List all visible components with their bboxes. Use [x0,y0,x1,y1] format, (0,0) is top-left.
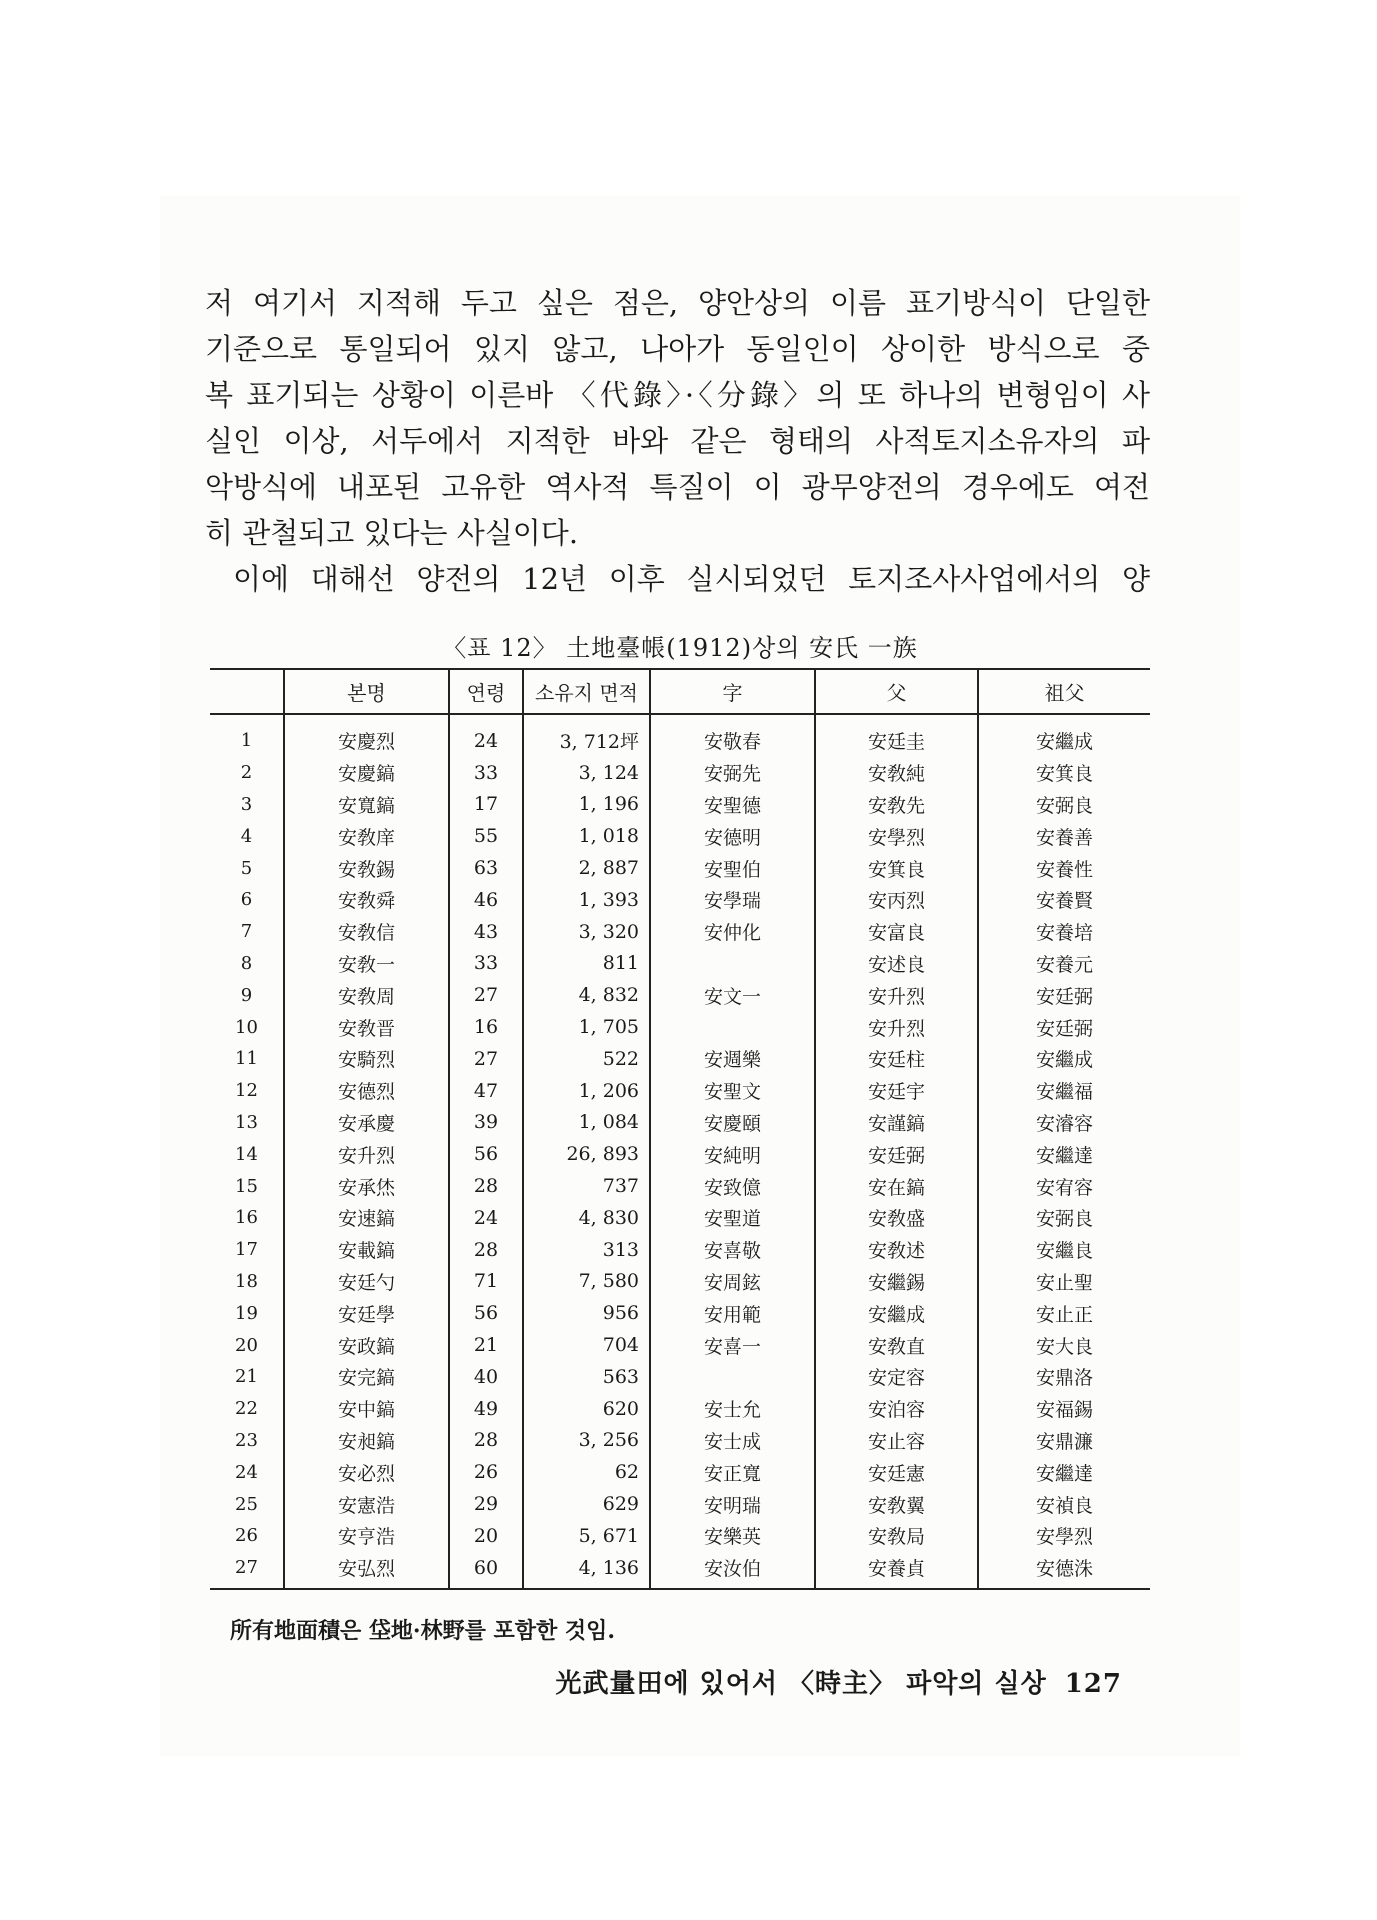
table-row [210,1043,1150,1075]
cell-area: 4, 830 [523,1202,650,1234]
cell-no: 24 [210,1456,284,1488]
cell-no: 13 [210,1107,284,1139]
cell-grandfather: 安鼎洛 [1035,1367,1093,1390]
cell-name: 安敎信 [284,916,449,948]
cell-area: 620 [523,1393,650,1425]
cell-grandfather: 安繼達 [1035,1144,1093,1167]
cell-father: 安敎純 [815,757,978,789]
cell-no: 25 [210,1488,284,1520]
cell-age: 63 [449,852,523,884]
cell-no: 2 [210,757,284,789]
cell-father: 安泊容 [815,1393,978,1425]
text-line: 악방식에 내포된 고유한 역사적 특질이 이 광무양전의 경우에도 여전 [205,470,1150,504]
table-row [210,714,1150,757]
cell-grandfather: 安繼達 [1035,1462,1093,1485]
text-line: 복 표기되는 상황이 이른바 〈代錄〉·〈分錄〉의 또 하나의 변형임이 사 [205,378,1150,412]
cell-father: 安學烈 [815,820,978,852]
table-row [210,1234,1150,1266]
cell-ja: 安純明 [650,1138,815,1170]
cell-father: 安廷憲 [815,1456,978,1488]
cell-father: 安敎直 [815,1329,978,1361]
cell-no: 20 [210,1329,284,1361]
cell-ja: 安敬春 [650,714,815,757]
cell-age: 43 [449,916,523,948]
cell-name: 安亨浩 [284,1520,449,1552]
cell-no: 7 [210,916,284,948]
cell-area: 1, 705 [523,1011,650,1043]
cell-father: 安養貞 [815,1552,978,1589]
cell-no: 3 [210,789,284,821]
cell-ja: 安聖德 [650,789,815,821]
cell-father: 安廷宇 [815,1075,978,1107]
cell-age: 39 [449,1107,523,1139]
cell-area: 3, 124 [523,757,650,789]
cell-grandfather: 安德洙 [978,1552,1150,1589]
cell-grandfather: 安繼成 [1035,731,1093,754]
cell-age: 47 [449,1075,523,1107]
cell-name: 安承慶 [284,1107,449,1139]
cell-area: 3, 712坪 [523,714,650,757]
cell-area: 737 [523,1170,650,1202]
cell-father: 安升烈 [815,1011,978,1043]
table-row [210,1456,1150,1488]
cell-no: 6 [210,884,284,916]
cell-grandfather: 安養善 [1035,826,1093,849]
cell-ja: 安明瑞 [650,1488,815,1520]
cell-ja: 安聖伯 [650,852,815,884]
cell-grandfather: 安大良 [1035,1335,1093,1358]
text-line: 기준으로 통일되어 있지 않고, 나아가 동일인이 상이한 방식으로 중 [205,332,1150,366]
cell-age: 28 [449,1234,523,1266]
cell-age: 28 [449,1425,523,1457]
cell-age: 33 [449,757,523,789]
text-line: 실인 이상, 서두에서 지적한 바와 같은 형태의 사적토지소유자의 파 [205,424,1150,458]
cell-no: 1 [210,714,284,757]
cell-name: 安必烈 [284,1456,449,1488]
table-row [210,789,1150,821]
cell-no: 14 [210,1138,284,1170]
cell-no: 27 [210,1552,284,1589]
cell-name: 安敎庠 [284,820,449,852]
cell-ja: 安德明 [650,820,815,852]
cell-grandfather: 安鼎濂 [1035,1430,1093,1453]
cell-age: 26 [449,1456,523,1488]
cell-area: 4, 136 [523,1552,650,1589]
cell-no: 11 [210,1043,284,1075]
table-row [210,1425,1150,1457]
cell-area: 1, 206 [523,1075,650,1107]
cell-grandfather: 安繼福 [1035,1081,1093,1104]
cell-name: 安升烈 [284,1138,449,1170]
cell-area: 956 [523,1297,650,1329]
text-line: 저 여기서 지적해 두고 싶은 점은, 양안상의 이름 표기방식이 단일한 [205,286,1150,320]
landholders-table [210,668,1150,1590]
cell-name: 安敎錫 [284,852,449,884]
cell-ja: 安弼先 [650,757,815,789]
table-row [210,979,1150,1011]
header-age: 연령 [449,669,523,714]
cell-name: 安速鎬 [284,1202,449,1234]
cell-name: 安敎周 [284,979,449,1011]
cell-ja: 安用範 [650,1297,815,1329]
page-number: 127 [1064,1669,1122,1699]
cell-name: 安完鎬 [284,1361,449,1393]
cell-age: 56 [449,1138,523,1170]
cell-grandfather: 安福錫 [1035,1399,1093,1422]
cell-age: 28 [449,1170,523,1202]
cell-ja: 安汝伯 [650,1552,815,1589]
cell-no: 8 [210,948,284,980]
cell-grandfather: 安繼成 [1035,1049,1093,1072]
cell-father: 安箕良 [815,852,978,884]
cell-no: 10 [210,1011,284,1043]
cell-age: 33 [449,948,523,980]
cell-name: 安憲浩 [284,1488,449,1520]
cell-father: 安敎盛 [815,1202,978,1234]
cell-age: 16 [449,1011,523,1043]
cell-age: 20 [449,1520,523,1552]
cell-no: 15 [210,1170,284,1202]
cell-father: 安在鎬 [815,1170,978,1202]
cell-ja: 安喜敬 [650,1234,815,1266]
cell-no: 5 [210,852,284,884]
cell-area: 3, 320 [523,916,650,948]
cell-area: 7, 580 [523,1266,650,1298]
table-row [210,1520,1150,1552]
cell-father: 安敎述 [815,1234,978,1266]
cell-area: 1, 196 [523,789,650,821]
cell-ja [650,1361,815,1393]
cell-age: 27 [449,1043,523,1075]
cell-age: 60 [449,1552,523,1589]
table-row [210,948,1150,980]
cell-grandfather: 安弼良 [1035,1208,1093,1231]
cell-ja: 安慶頤 [650,1107,815,1139]
cell-name: 安承烋 [284,1170,449,1202]
cell-area: 1, 393 [523,884,650,916]
text-line: 이에 대해선 양전의 12년 이후 실시되었던 토지조사사업에서의 양 [233,562,1150,596]
table-row [210,1107,1150,1139]
cell-ja: 安致億 [650,1170,815,1202]
cell-age: 40 [449,1361,523,1393]
cell-name: 安騎烈 [284,1043,449,1075]
header-no [210,669,284,714]
table-row [210,852,1150,884]
cell-area: 2, 887 [523,852,650,884]
table-row [210,1011,1150,1043]
cell-name: 安敎一 [284,948,449,980]
cell-age: 55 [449,820,523,852]
cell-age: 24 [449,714,523,757]
table-row [210,1138,1150,1170]
cell-ja: 安仲化 [650,916,815,948]
body-paragraph-2 [205,556,1150,602]
cell-father: 安廷弼 [815,1138,978,1170]
cell-area: 522 [523,1043,650,1075]
cell-name: 安廷學 [284,1297,449,1329]
cell-father: 安廷圭 [815,714,978,757]
table-row [210,1202,1150,1234]
table-row [210,1266,1150,1298]
cell-area: 62 [523,1456,650,1488]
cell-ja: 安喜一 [650,1329,815,1361]
body-paragraph-1 [205,280,1150,556]
text-line: 히 관철되고 있다는 사실이다. [205,516,579,550]
cell-father: 安富良 [815,916,978,948]
cell-area: 1, 084 [523,1107,650,1139]
running-title: 光武量田에 있어서 〈時主〉 파악의 실상 [555,1669,1047,1699]
header-name: 본명 [284,669,449,714]
cell-area: 313 [523,1234,650,1266]
table-row [210,1488,1150,1520]
cell-grandfather: 安止聖 [1035,1271,1093,1294]
cell-no: 16 [210,1202,284,1234]
table-row [210,1552,1150,1589]
cell-no: 12 [210,1075,284,1107]
cell-area: 629 [523,1488,650,1520]
cell-grandfather: 安禎良 [1035,1494,1093,1517]
cell-father: 安敎先 [815,789,978,821]
cell-age: 29 [449,1488,523,1520]
cell-name: 安慶鎬 [284,757,449,789]
cell-ja: 安士成 [650,1425,815,1457]
cell-father: 安繼成 [815,1297,978,1329]
cell-ja: 安正寬 [650,1456,815,1488]
cell-father: 安升烈 [815,979,978,1011]
cell-ja: 安聖文 [650,1075,815,1107]
table-row [210,757,1150,789]
cell-ja [650,948,815,980]
cell-grandfather: 安弼良 [1035,794,1093,817]
cell-grandfather: 安養賢 [1035,890,1093,913]
cell-name: 安慶烈 [284,714,449,757]
header-father: 父 [815,669,978,714]
cell-name: 安昶鎬 [284,1425,449,1457]
cell-age: 56 [449,1297,523,1329]
cell-ja: 安樂英 [650,1520,815,1552]
cell-age: 71 [449,1266,523,1298]
cell-no: 18 [210,1266,284,1298]
cell-area: 811 [523,948,650,980]
cell-name: 安敎舜 [284,884,449,916]
cell-father: 安述良 [815,948,978,980]
cell-no: 22 [210,1393,284,1425]
table-note: 所有地面積은 垈地·林野를 포함한 것임. [230,1618,616,1644]
cell-grandfather: 安繼良 [1035,1240,1093,1263]
table-row [210,1170,1150,1202]
cell-father: 安廷柱 [815,1043,978,1075]
cell-no: 4 [210,820,284,852]
cell-name: 安政鎬 [284,1329,449,1361]
cell-age: 21 [449,1329,523,1361]
table-row [210,1393,1150,1425]
table-caption: 〈표 12〉 土地臺帳(1912)상의 安氏 一族 [442,634,918,662]
cell-name: 安德烈 [284,1075,449,1107]
cell-grandfather: 安箕良 [1035,763,1093,786]
header-ja: 字 [650,669,815,714]
cell-ja: 安學瑞 [650,884,815,916]
cell-no: 21 [210,1361,284,1393]
cell-ja: 安士允 [650,1393,815,1425]
cell-father: 安謹鎬 [815,1107,978,1139]
cell-name: 安敎晋 [284,1011,449,1043]
table-row [210,884,1150,916]
cell-grandfather: 安養性 [1035,858,1093,881]
cell-no: 19 [210,1297,284,1329]
cell-father: 安丙烈 [815,884,978,916]
cell-name: 安中鎬 [284,1393,449,1425]
cell-grandfather: 安止正 [1035,1303,1093,1326]
cell-no: 9 [210,979,284,1011]
cell-father: 安敎局 [815,1520,978,1552]
cell-name: 安載鎬 [284,1234,449,1266]
cell-no: 26 [210,1520,284,1552]
cell-grandfather: 安學烈 [1035,1526,1093,1549]
table-header-row [210,669,1150,714]
cell-name: 安廷勺 [284,1266,449,1298]
table-row [210,1329,1150,1361]
table-row [210,820,1150,852]
cell-grandfather: 安養培 [1035,922,1093,945]
cell-ja: 安聖道 [650,1202,815,1234]
cell-father: 安止容 [815,1425,978,1457]
cell-father: 安定容 [815,1361,978,1393]
table-row [210,1297,1150,1329]
cell-name: 安寬鎬 [284,789,449,821]
cell-grandfather: 安養元 [1035,953,1093,976]
table-row [210,1361,1150,1393]
cell-age: 27 [449,979,523,1011]
table-row [210,1075,1150,1107]
cell-area: 5, 671 [523,1520,650,1552]
cell-ja [650,1011,815,1043]
cell-ja: 安周鉉 [650,1266,815,1298]
table-row [210,916,1150,948]
page-footer [555,1663,1122,1700]
cell-age: 17 [449,789,523,821]
cell-ja: 安文一 [650,979,815,1011]
cell-father: 安繼錫 [815,1266,978,1298]
cell-area: 3, 256 [523,1425,650,1457]
cell-no: 23 [210,1425,284,1457]
cell-area: 563 [523,1361,650,1393]
header-area: 소유지 면적 [523,669,650,714]
cell-area: 4, 832 [523,979,650,1011]
cell-area: 1, 018 [523,820,650,852]
cell-area: 26, 893 [523,1138,650,1170]
cell-age: 49 [449,1393,523,1425]
table-body [210,714,1150,1589]
cell-grandfather: 安廷弼 [1035,985,1093,1008]
cell-grandfather: 安廷弼 [1035,1017,1093,1040]
cell-father: 安敎翼 [815,1488,978,1520]
cell-grandfather: 安宥容 [1035,1176,1093,1199]
cell-grandfather: 安濬容 [1035,1112,1093,1135]
cell-name: 安弘烈 [284,1552,449,1589]
cell-age: 46 [449,884,523,916]
cell-age: 24 [449,1202,523,1234]
cell-area: 704 [523,1329,650,1361]
cell-ja: 安週樂 [650,1043,815,1075]
cell-no: 17 [210,1234,284,1266]
header-grandfather: 祖父 [978,669,1150,714]
